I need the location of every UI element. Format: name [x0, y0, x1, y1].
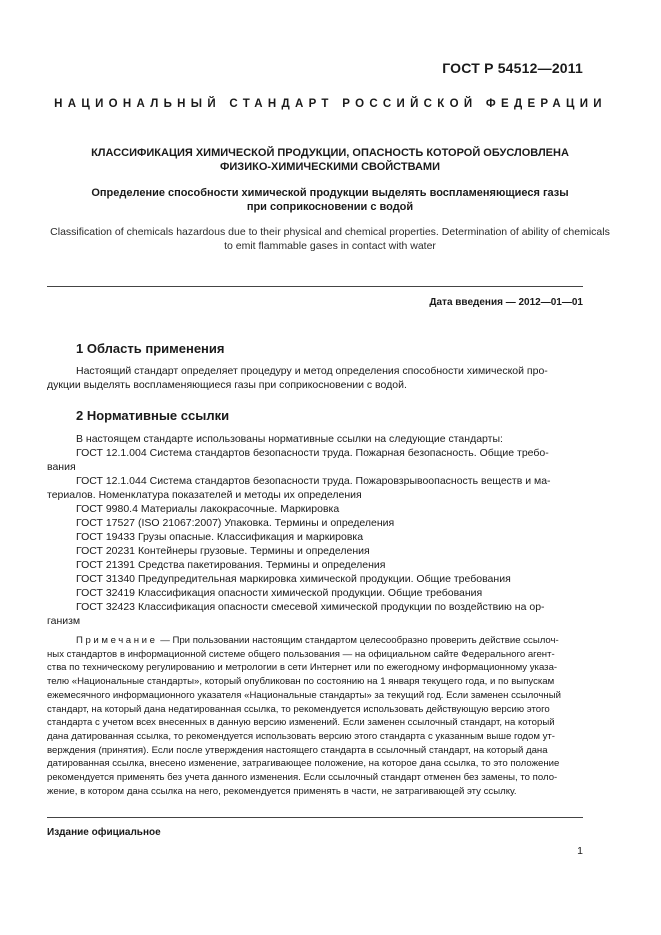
reference-item: ГОСТ 31340 Предупредительная маркировка химической продукции. Общие требования — [76, 573, 511, 585]
note-line: верждения (принятия). Если после утверждения настоящего стандарта в ссылочный стандарт, на который дана — [47, 744, 548, 756]
english-title-line: Classification of chemicals hazardous due to their physical and chemical properties. Determination of ability of chemicals — [50, 226, 610, 238]
note-line — [47, 634, 583, 648]
note-line: стандарта с учетом всех внесенных в данную версию изменений. Если заменен ссылочный стандарт, на который — [47, 717, 555, 729]
reference-item: ГОСТ 32419 Классификация опасности химической продукции. Общие требования — [76, 587, 483, 599]
english-title — [40, 225, 620, 253]
footer-divider — [47, 817, 583, 818]
note-line: телю «Национальные стандарты», который опубликован по состоянию на 1 января текущего года, и по выпускам — [47, 676, 555, 688]
note-text: — При пользовании настоящим стандартом целесообразно проверить действие ссылоч- — [157, 635, 559, 646]
title-line: ФИЗИКО-ХИМИЧЕСКИМИ СВОЙСТВАМИ — [220, 161, 440, 173]
note-label: Примечание — [76, 635, 158, 646]
reference-item: ГОСТ 32423 Классификация опасности смесевой химической продукции по воздействию на ор- — [76, 601, 545, 613]
note-line: жение, в котором дана ссылка на него, рекомендуется применять в части, не затрагивающей эту ссылку. — [47, 785, 517, 797]
effective-date: Дата введения — 2012—01—01 — [429, 297, 583, 308]
reference-item: ГОСТ 12.1.004 Система стандартов безопасности труда. Пожарная безопасность. Общие требо- — [76, 447, 549, 459]
reference-item: ГОСТ 9980.4 Материалы лакокрасочные. Маркировка — [76, 503, 340, 515]
document-number: ГОСТ Р 54512—2011 — [442, 60, 583, 76]
reference-item: ГОСТ 17527 (ISO 21067:2007) Упаковка. Термины и определения — [76, 517, 395, 529]
reference-item: териалов. Номенклатура показателей и методы их определения — [47, 489, 362, 501]
note-block — [47, 634, 583, 798]
english-title-line: to emit flammable gases in contact with water — [224, 240, 436, 252]
note-line: датированная ссылка, внесено изменение, затрагивающее положение, на которое дана ссылка, то это положение — [47, 758, 560, 770]
reference-item: ГОСТ 19433 Грузы опасные. Классификация и маркировка — [76, 531, 364, 543]
note-line: дана датированная ссылка, то рекомендуется использовать версию этого стандарта с указанным выше годом ут- — [47, 730, 556, 742]
note-line: стандарт, на который дана недатированная ссылка, то рекомендуется использовать действующую версию этого — [47, 703, 550, 715]
subtitle-line: Определение способности химической продукции выделять воспламеняющиеся газы — [91, 187, 569, 199]
section-heading: 2 Нормативные ссылки — [76, 408, 230, 423]
paragraph-line: дукции выделять воспламеняющиеся газы при соприкосновении с водой. — [47, 379, 407, 391]
title-line: КЛАССИФИКАЦИЯ ХИМИЧЕСКОЙ ПРОДУКЦИИ, ОПАСНОСТЬ КОТОРОЙ ОБУСЛОВЛЕНА — [91, 147, 569, 159]
note-line: рекомендуется применять без учета данного изменения. Если ссылочный стандарт отменен без замены, то поло- — [47, 772, 558, 784]
reference-item: ГОСТ 20231 Контейнеры грузовые. Термины и определения — [76, 545, 370, 557]
reference-item: ГОСТ 21391 Средства пакетирования. Термины и определения — [76, 559, 386, 571]
paragraph-line: В настоящем стандарте использованы нормативные ссылки на следующие стандарты: — [76, 433, 503, 445]
note-line: ства по техническому регулированию и метрологии в сети Интернет или по ежегодному информационному указа- — [47, 662, 558, 674]
document-title — [60, 146, 600, 174]
national-standard-banner: НАЦИОНАЛЬНЫЙ СТАНДАРТ РОССИЙСКОЙ ФЕДЕРАЦИИ — [54, 98, 607, 110]
edition-label: Издание официальное — [47, 827, 161, 838]
section-heading: 1 Область применения — [76, 341, 225, 356]
reference-item: ганизм — [47, 615, 81, 627]
note-line: ежемесячного информационного указателя «Национальные стандарты» за текущий год. Если заменен ссылочный — [47, 689, 561, 701]
reference-item: вания — [47, 461, 76, 473]
note-line: ных стандартов в информационной системе общего пользования — на официальном сайте Федерального агент- — [47, 648, 555, 660]
paragraph-line: Настоящий стандарт определяет процедуру и метод определения способности химической про- — [76, 365, 548, 377]
page-number: 1 — [577, 845, 583, 857]
divider — [47, 286, 583, 287]
reference-item: ГОСТ 12.1.044 Система стандартов безопасности труда. Пожаровзрывоопасность веществ и ма- — [76, 475, 551, 487]
subtitle-line: при соприкосновении с водой — [246, 201, 414, 213]
document-subtitle — [60, 186, 600, 214]
